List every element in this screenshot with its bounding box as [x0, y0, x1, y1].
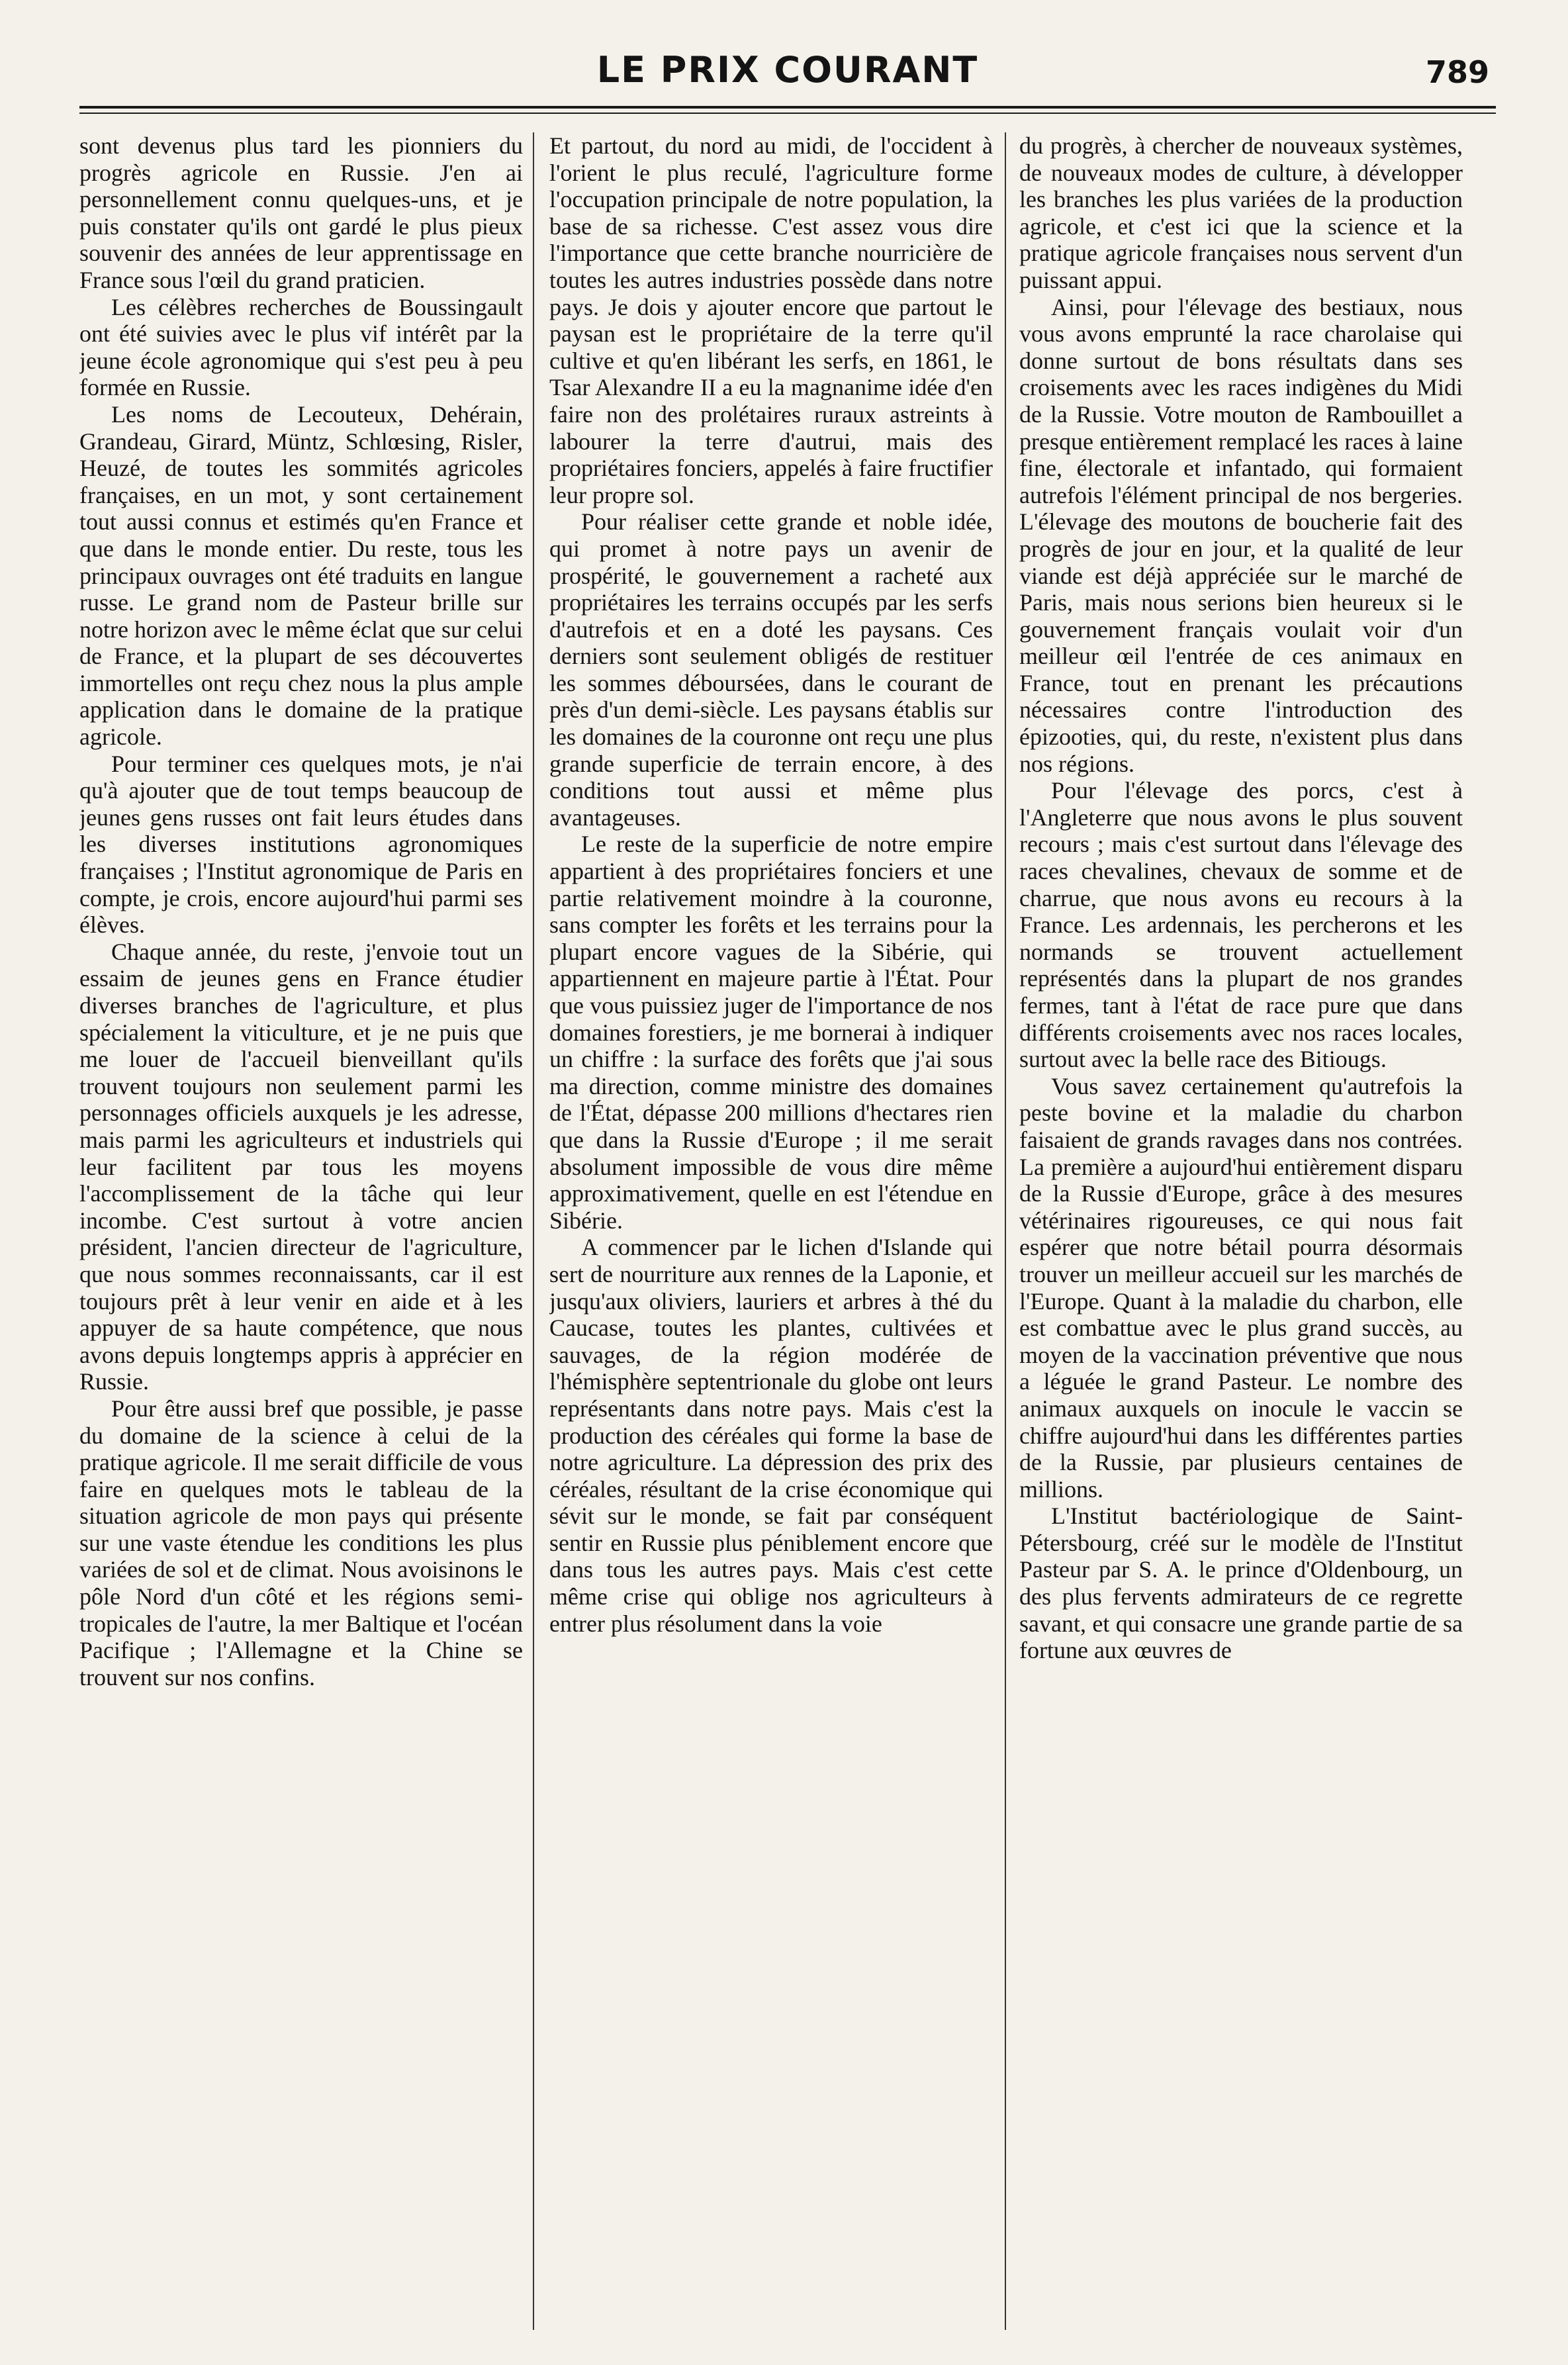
paragraph: Chaque année, du reste, j'envoie tout un essaim de jeunes gens en France étudier diverses branches de l'agriculture, et plus spécialement la viticulture, et je ne puis que me louer de l'accueil bienveillant qu'ils trouvent toujours non seulement parmi les personnages officiels auxquels je les adresse, mais parmi les agriculteurs et industriels qui leur facilitent par tous les moyens l'accomplissement de la tâche qui leur incombe. C'est surtout à votre ancien président, l'ancien directeur de l'agriculture, que nous sommes reconnaissants, car il est toujours prêt à leur venir en aide et à les appuyer de sa haute compétence, que nous avons depuis longtemps appris à apprécier en Russie.: [79, 938, 523, 1395]
paragraph: Vous savez certainement qu'autrefois la peste bovine et la maladie du charbon faisaient de grands ravages dans nos contrées. La première a aujourd'hui entièrement disparu de la Russie d'Europe, grâce à des mesures vétérinaires rigoureuses, ce qui nous fait espérer que notre bétail pourra désormais trouver un meilleur accueil sur les marchés de l'Europe. Quant à la maladie du charbon, elle est combattue avec le plus grand succès, au moyen de la vaccination préventive que nous a léguée le grand Pasteur. Le nombre des animaux auxquels on inocule le vaccin se chiffre aujourd'hui dans les différentes parties de la Russie, par plusieurs centaines de millions.: [1019, 1072, 1463, 1503]
text-column-2: [549, 132, 993, 2337]
header-rule-thick: [79, 106, 1496, 109]
page-title: LE PRIX COURANT: [596, 49, 979, 91]
paragraph: A commencer par le lichen d'Islande qui sert de nourriture aux rennes de la Laponie, et jusqu'aux oliviers, lauriers et arbres à thé du Caucase, toutes les plantes, cultivées et sauvages, de la région modérée de l'hémisphère septentrionale du globe ont leurs représentants dans notre pays. Mais c'est la production des céréales qui forme la base de notre agriculture. La dépression des prix des céréales, résultant de la crise économique qui sévit sur le monde, se fait par conséquent sentir en Russie plus péniblement encore que dans tous les autres pays. Mais c'est cette même crise qui oblige nos agriculteurs à entrer plus résolument dans la voie: [549, 1234, 993, 1637]
paragraph: Pour être aussi bref que possible, je passe du domaine de la science à celui de la pratique agricole. Il me serait difficile de vous faire en quelques mots le tableau de la situation agricole de mon pays qui présente sur une vaste étendue les conditions les plus variées de sol et de climat. Nous avoisinons le pôle Nord d'un côté et les régions semi-tropicales de l'autre, la mer Baltique et l'océan Pacifique ; l'Allemagne et la Chine se trouvent sur nos confins.: [79, 1395, 523, 1691]
header-rule-thin: [79, 113, 1496, 114]
paragraph: Pour réaliser cette grande et noble idée, qui promet à notre pays un avenir de prospérité, le gouvernement a racheté aux propriétaires les terrains occupés par les serfs d'autrefois et en a doté les paysans. Ces derniers sont seulement obligés de restituer les sommes déboursées, dans le courant de près d'un demi-siècle. Les paysans établis sur les domaines de la couronne ont reçu une plus grande superficie de terrain encore, à des conditions tout aussi et même plus avantageuses.: [549, 508, 993, 831]
paragraph: L'Institut bactériologique de Saint-Pétersbourg, créé sur le modèle de l'Institut Pasteur par S. A. le prince d'Oldenbourg, un des plus fervents admirateurs de ce regrette savant, et qui consacre une grande partie de sa fortune aux œuvres de: [1019, 1503, 1463, 1664]
page-number: 789: [1425, 54, 1489, 90]
paragraph: Pour terminer ces quelques mots, je n'ai qu'à ajouter que de tout temps beaucoup de jeunes gens russes ont fait leurs études dans les diverses institutions agronomiques françaises ; l'Institut agronomique de Paris en compte, je crois, encore aujourd'hui parmi ses élèves.: [79, 750, 523, 939]
paragraph: Et partout, du nord au midi, de l'occident à l'orient le plus reculé, l'agriculture forme l'occupation principale de notre population, la base de sa richesse. C'est assez vous dire l'importance que cette branche nourricière de toutes les autres industries possède dans notre pays. Je dois y ajouter encore que partout le paysan est le propriétaire de la terre qu'il cultive et qu'en libérant les serfs, en 1861, le Tsar Alexandre II a eu la magnanime idée d'en faire non des prolétaires ruraux astreints à labourer la terre d'autrui, mais des propriétaires fonciers, appelés à faire fructifier leur propre sol.: [549, 132, 993, 508]
paragraph: sont devenus plus tard les pionniers du progrès agricole en Russie. J'en ai personnellement connu quelques-uns, et je puis constater qu'ils ont gardé le plus pieux souvenir des années de leur apprentissage en France sous l'œil du grand praticien.: [79, 132, 523, 293]
column-divider: [533, 132, 534, 2330]
paragraph: Les noms de Lecouteux, Dehérain, Grandeau, Girard, Müntz, Schlœsing, Risler, Heuzé, de toutes les sommités agricoles françaises, en un mot, y sont certainement tout aussi connus et estimés qu'en France et que dans le monde entier. Du reste, tous les principaux ouvrages ont été traduits en langue russe. Le grand nom de Pasteur brille sur notre horizon avec le même éclat que sur celui de France, et la plupart de ses découvertes immortelles ont reçu chez nous la plus ample application dans le domaine de la pratique agricole.: [79, 400, 523, 751]
paragraph: Le reste de la superficie de notre empire appartient à des propriétaires fonciers et une partie relativement moindre à la couronne, sans compter les forêts et les terrains pour la plupart encore vagues de la Sibérie, qui appartiennent en majeure partie à l'État. Pour que vous puissiez juger de l'importance de nos domaines forestiers, je me bornerai à indiquer un chiffre : la surface des forêts que j'ai sous ma direction, comme ministre des domaines de l'État, dépasse 200 millions d'hectares rien que dans la Russie d'Europe ; il me serait absolument impossible de vous dire même approximativement, quelle en est l'étendue en Sibérie.: [549, 831, 993, 1234]
paragraph: du progrès, à chercher de nouveaux systèmes, de nouveaux modes de culture, à développer les branches les plus variées de la production agricole, et c'est ici que la science et la pratique agricole françaises nous servent d'un puissant appui.: [1019, 132, 1463, 293]
paragraph: Pour l'élevage des porcs, c'est à l'Angleterre que nous avons le plus souvent recours ; mais c'est surtout dans l'élevage des races chevalines, chevaux de somme et de charrue, que nous avons eu recours à la France. Les ardennais, les percherons et les normands se trouvent actuellement représentés dans la plupart de nos grandes fermes, tant à l'état de race pure que dans différents croisements avec nos races locales, surtout avec la belle race des Bitiougs.: [1019, 777, 1463, 1073]
text-column-1: [79, 132, 523, 2337]
running-header: [79, 46, 1496, 106]
paragraph: Les célèbres recherches de Boussingault ont été suivies avec le plus vif intérêt par la jeune école agronomique qui s'est peu à peu formée en Russie.: [79, 293, 523, 401]
text-column-3: [1019, 132, 1463, 2337]
column-divider: [1005, 132, 1006, 2330]
paragraph: Ainsi, pour l'élevage des bestiaux, nous vous avons emprunté la race charolaise qui donne surtout de bons résultats dans ses croisements avec les races indigènes du Midi de la Russie. Votre mouton de Rambouillet a presque entièrement remplacé les races à laine fine, électorale et infantado, qui formaient autrefois l'élément principal de nos bergeries. L'élevage des moutons de boucherie fait des progrès de jour en jour, et la qualité de leur viande est déjà appréciée sur le marché de Paris, mais nous serions bien heureux si le gouvernement français voulait voir d'un meilleur œil l'entrée de ces animaux en France, tout en prenant les précautions nécessaires contre l'introduction des épizooties, qui, du reste, n'existent plus dans nos régions.: [1019, 293, 1463, 777]
